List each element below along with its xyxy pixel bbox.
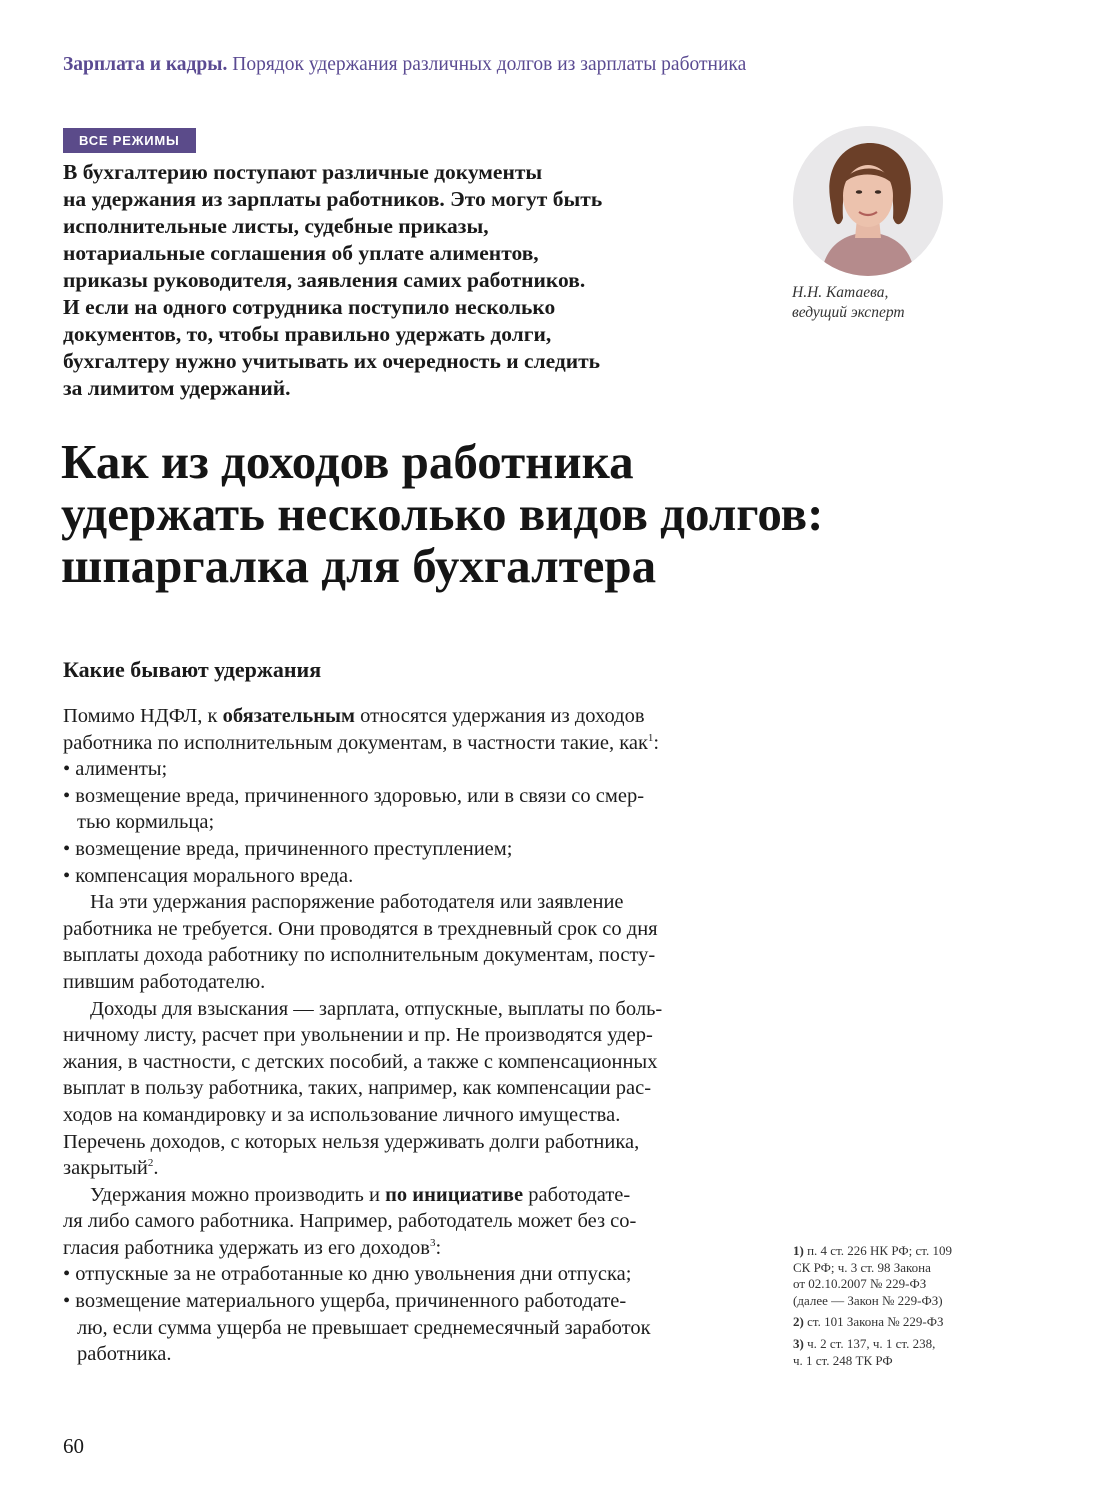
body-line [63,1182,743,1209]
lead-paragraph [63,159,753,402]
author-portrait-icon [793,126,943,276]
author-caption [792,283,905,323]
body-line [63,1235,743,1262]
footnote-line: СК РФ; ч. 3 ст. 98 Закона [793,1259,931,1275]
body-line: работника не требуется. Они проводятся в трехдневный срок со дня [63,917,658,940]
lead-line: И если на одного сотрудника поступило несколько [63,295,556,319]
text-run: Удержания можно производить и [90,1183,386,1206]
running-header-subtitle: Порядок удержания различных долгов из зарплаты работника [232,54,747,75]
text-run: : [653,731,660,754]
author-role: ведущий эксперт [792,304,905,321]
body-line [63,1155,743,1182]
body-line: ходов на командировку и за использование личного имущества. [63,1103,621,1126]
footnote-text: ст. 101 Закона № 229-ФЗ [807,1314,944,1330]
body-line: выплаты дохода работнику по исполнительным документам, посту- [63,944,656,967]
footnote-number: 2) [793,1314,804,1330]
bullet-item: • возмещение вреда, причиненного преступлением; [63,837,513,860]
footnotes [793,1243,1008,1374]
running-header-section: Зарплата и кадры. [63,54,228,75]
lead-line: на удержания из зарплаты работников. Это могут быть [63,187,603,211]
body-line: ничному листу, расчет при увольнении и пр. Не производятся удер- [63,1024,653,1047]
body-line: выплат в пользу работника, таких, например, как компенсации рас- [63,1077,652,1100]
running-header [63,54,746,76]
footnote-number: 3) [793,1335,804,1351]
bullet-continuation: тью кормильца; [77,811,215,834]
footnote-ref: 3 [429,1236,436,1249]
text-run: относятся удержания из доходов [354,705,645,727]
lead-line: нотариальные соглашения об уплате алиментов, [63,241,539,265]
body-line: жания, в частности, с детских пособий, а также с компенсационных [63,1050,658,1073]
body-line: Доходы для взыскания — зарплата, отпускные, выплаты по боль- [90,997,663,1020]
text-run: гласия работника удержать из его доходов [63,1236,430,1259]
title-line: удержать несколько видов долгов: [61,486,824,541]
footnote-text: п. 4 ст. 226 НК РФ; ст. 109 [807,1243,952,1258]
text-run: Помимо НДФЛ, к [63,705,223,727]
body-line [63,730,743,757]
article-body [63,703,743,1368]
text-run: закрытый [63,1157,148,1180]
text-run: работодате- [523,1183,631,1206]
footnote-ref: 1 [647,731,654,744]
bullet-item: • возмещение материального ущерба, причиненного работодате- [63,1290,627,1313]
page-number: 60 [63,1434,84,1458]
body-line: На эти удержания распоряжение работодателя или заявление [90,891,624,914]
footnote-line [793,1314,1008,1331]
footnote-line: от 02.10.2007 № 229-ФЗ [793,1276,927,1292]
bullet-item: • компенсация морального вреда. [63,864,354,887]
title-line: Как из доходов работника [61,434,634,489]
footnote-line [793,1243,1008,1260]
tax-regime-badge: ВСЕ РЕЖИМЫ [63,128,196,153]
text-run: . [153,1157,159,1180]
bold-term: по инициативе [385,1183,524,1206]
footnote [793,1336,1008,1369]
body-line: Перечень доходов, с которых нельзя удерживать долги работника, [63,1130,640,1153]
text-run: : [435,1236,442,1259]
body-line: ля либо самого работника. Например, работодатель может без со- [63,1210,637,1233]
lead-line: В бухгалтерию поступают различные документы [63,160,543,184]
bullet-continuation: работника. [77,1343,172,1366]
footnote-line: ч. 1 ст. 248 ТК РФ [793,1352,893,1368]
lead-line: бухгалтеру нужно учитывать их очередность и следить [63,349,601,373]
footnote-number: 1) [793,1243,804,1258]
lead-line: приказы руководителя, заявления самих работников. [63,268,586,292]
author-name: Н.Н. Катаева, [792,284,889,301]
footnote-text: ч. 2 ст. 137, ч. 1 ст. 238, [807,1335,936,1351]
author-photo [793,126,943,276]
bold-term: обязательным [222,705,355,727]
text-run: работника по исполнительным документам, в частности такие, как [63,731,648,754]
lead-line: за лимитом удержаний. [63,376,291,400]
footnote-ref: 2 [147,1157,154,1170]
bullet-item: • возмещение вреда, причиненного здоровью, или в связи со смер- [63,784,645,807]
body-line [63,703,743,730]
footnote-line: (далее — Закон № 229-ФЗ) [793,1292,943,1308]
lead-line: исполнительные листы, судебные приказы, [63,214,489,238]
body-line: пившим работодателю. [63,970,266,993]
section-title: Какие бывают удержания [63,657,322,682]
footnote [793,1314,1008,1331]
article-title [61,436,823,592]
footnote-line [793,1336,1008,1353]
lead-line: документов, то, чтобы правильно удержать долги, [63,322,552,346]
footnote [793,1243,1008,1309]
bullet-item: • алименты; [63,758,168,781]
bullet-continuation: лю, если сумма ущерба не превышает среднемесячный заработок [77,1316,651,1339]
title-line: шпаргалка для бухгалтера [61,538,657,593]
bullet-item: • отпускные за не отработанные ко дню увольнения дни отпуска; [63,1263,632,1286]
